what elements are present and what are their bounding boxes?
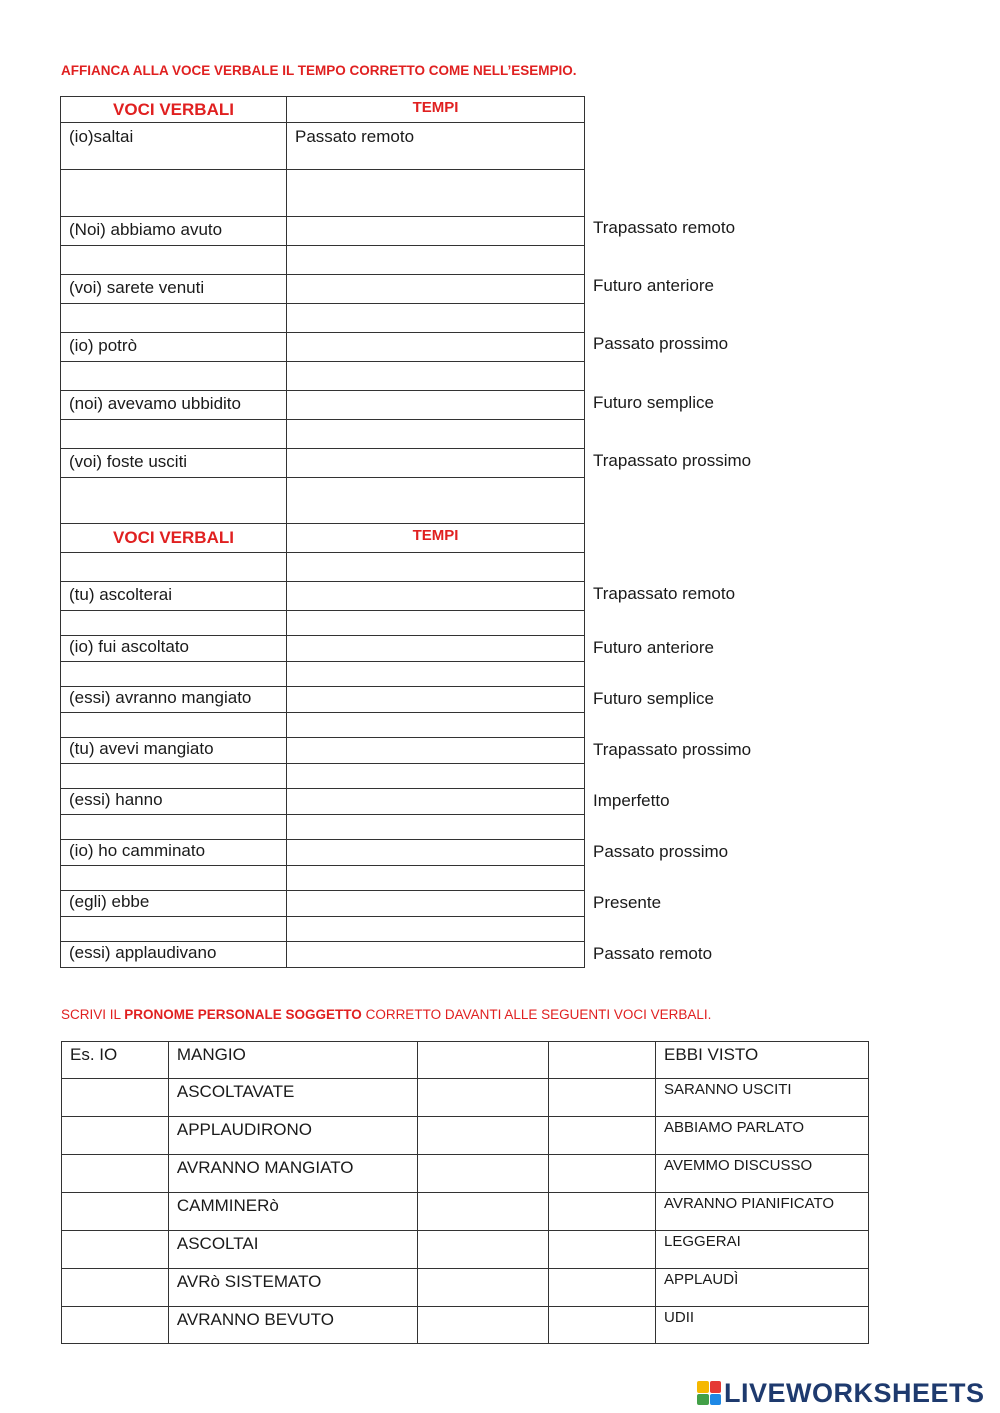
table-row <box>61 391 585 420</box>
answer-field[interactable] <box>549 1193 656 1231</box>
answer-field[interactable] <box>62 1155 169 1193</box>
tense-option[interactable]: Trapassato prossimo <box>593 740 752 759</box>
tense-option[interactable]: Futuro anteriore <box>593 276 714 295</box>
table-row-empty <box>61 713 585 738</box>
verb-cell: APPLAUDIRONO <box>168 1117 417 1155</box>
tense-option[interactable]: Futuro anteriore <box>593 638 714 657</box>
verb-cell: (voi) foste usciti <box>69 452 188 471</box>
table-row <box>62 1307 869 1344</box>
answer-field[interactable] <box>287 582 584 610</box>
instruction-pronoun: SCRIVI IL PRONOME PERSONALE SOGGETTO CORRETTO DAVANTI ALLE SEGUENTI VOCI VERBALI. <box>61 1007 712 1022</box>
verb-cell: AVEMMO DISCUSSO <box>656 1155 869 1193</box>
verb-cell: (Noi) abbiamo avuto <box>69 220 223 239</box>
verb-cell: AVRANNO PIANIFICATO <box>656 1193 869 1231</box>
logo-text: LIVEWORKSHEETS <box>724 1377 985 1408</box>
table-row <box>61 687 585 713</box>
verb-cell: (io) fui ascoltato <box>69 637 189 656</box>
answer-field[interactable] <box>287 449 584 477</box>
verb-cell: (tu) avevi mangiato <box>69 739 214 758</box>
table-row-empty <box>61 662 585 687</box>
tense-option[interactable]: Trapassato remoto <box>593 584 736 603</box>
table-row <box>61 449 585 478</box>
logo-mark-icon <box>697 1381 721 1405</box>
answer-field[interactable] <box>62 1231 169 1269</box>
answer-field[interactable] <box>549 1269 656 1307</box>
answer-field[interactable] <box>62 1269 169 1307</box>
table-row-empty <box>61 478 585 524</box>
answer-field[interactable] <box>287 840 584 865</box>
answer-field[interactable] <box>287 333 584 361</box>
table-row <box>61 582 585 611</box>
verb-cell: (essi) hanno <box>69 790 163 809</box>
table-row <box>61 789 585 815</box>
tense-option[interactable]: Presente <box>593 893 662 912</box>
verb-cell: AVRANNO MANGIATO <box>168 1155 417 1193</box>
table-row <box>62 1155 869 1193</box>
tense-option[interactable]: Futuro semplice <box>593 689 714 708</box>
pronoun-table <box>61 1041 869 1344</box>
verb-cell: (io) potrò <box>69 336 138 355</box>
verb-cell: MANGIO <box>168 1042 417 1079</box>
answer-field[interactable] <box>287 217 584 245</box>
answer-field[interactable] <box>62 1307 169 1344</box>
header-tempi: TEMPI <box>412 99 459 116</box>
answer-field[interactable] <box>549 1117 656 1155</box>
verb-cell: UDII <box>656 1307 869 1344</box>
answer-field[interactable] <box>417 1269 549 1307</box>
verb-cell: (tu) ascolterai <box>69 585 172 604</box>
table-row-empty <box>61 420 585 449</box>
answer-field[interactable] <box>549 1042 656 1079</box>
verb-cell: (noi) avevamo ubbidito <box>69 394 241 413</box>
table-row <box>62 1117 869 1155</box>
verb-cell: (essi) avranno mangiato <box>69 688 252 707</box>
table-row <box>62 1042 869 1079</box>
verb-cell: EBBI VISTO <box>656 1042 869 1079</box>
table-row <box>61 738 585 764</box>
table-row <box>62 1269 869 1307</box>
example-tense: Passato remoto <box>295 127 415 146</box>
answer-field[interactable] <box>549 1231 656 1269</box>
table-row-empty <box>61 611 585 636</box>
verb-cell: SARANNO USCITI <box>656 1079 869 1117</box>
table-row <box>61 217 585 246</box>
tense-table-1 <box>60 96 585 968</box>
answer-field[interactable] <box>417 1117 549 1155</box>
verb-cell: ASCOLTAI <box>168 1231 417 1269</box>
answer-field[interactable] <box>287 942 584 967</box>
table-row-empty <box>61 815 585 840</box>
verb-cell: (essi) applaudivano <box>69 943 217 962</box>
table-row-empty <box>61 866 585 891</box>
answer-field[interactable] <box>549 1079 656 1117</box>
header-voci-verbali: VOCI VERBALI <box>113 100 234 119</box>
verb-cell: ABBIAMO PARLATO <box>656 1117 869 1155</box>
instruction-tense: AFFIANCA ALLA VOCE VERBALE IL TEMPO CORRETTO COME NELL’ESEMPIO. <box>61 63 577 78</box>
table-row-empty <box>61 917 585 942</box>
answer-field[interactable] <box>62 1079 169 1117</box>
table-row <box>62 1193 869 1231</box>
answer-field[interactable] <box>549 1155 656 1193</box>
table-row-empty <box>61 764 585 789</box>
tense-option[interactable]: Imperfetto <box>593 791 670 810</box>
answer-field[interactable] <box>287 636 584 661</box>
tense-option[interactable]: Trapassato prossimo <box>593 451 752 470</box>
answer-field[interactable] <box>287 170 584 216</box>
verb-cell: APPLAUDÌ <box>656 1269 869 1307</box>
table-row-empty <box>61 304 585 333</box>
verb-cell: (voi) sarete venuti <box>69 278 205 297</box>
answer-field[interactable] <box>287 275 584 303</box>
table-row-empty <box>61 170 585 217</box>
example-pronoun-cell: Es. IO <box>62 1042 169 1079</box>
header-voci-verbali: VOCI VERBALI <box>113 528 234 547</box>
verb-cell: ASCOLTAVATE <box>168 1079 417 1117</box>
table-row <box>61 942 585 968</box>
table-row <box>61 840 585 866</box>
verb-cell: (egli) ebbe <box>69 892 150 911</box>
answer-field[interactable] <box>287 687 584 712</box>
answer-field[interactable] <box>287 391 584 419</box>
answer-field[interactable] <box>62 1117 169 1155</box>
answer-field[interactable] <box>417 1042 549 1079</box>
answer-field[interactable] <box>417 1307 549 1344</box>
answer-field[interactable] <box>287 738 584 763</box>
answer-field[interactable] <box>417 1155 549 1193</box>
tense-option[interactable]: Passato prossimo <box>593 842 729 861</box>
table-row-empty <box>61 246 585 275</box>
table-header-row <box>61 96 585 123</box>
tense-option[interactable]: Passato remoto <box>593 944 713 963</box>
verb-cell: (io) ho camminato <box>69 841 206 860</box>
answer-field[interactable] <box>549 1307 656 1344</box>
tense-option[interactable]: Futuro semplice <box>593 393 714 412</box>
table-row <box>61 123 585 170</box>
liveworksheets-logo <box>697 1378 985 1408</box>
verb-cell: AVRANNO BEVUTO <box>168 1307 417 1344</box>
answer-field[interactable] <box>417 1193 549 1231</box>
table-row-empty <box>61 553 585 582</box>
table-row <box>61 636 585 662</box>
table-row <box>61 333 585 362</box>
tense-option[interactable]: Passato prossimo <box>593 334 729 353</box>
answer-field[interactable] <box>287 891 584 916</box>
table-row <box>62 1079 869 1117</box>
answer-field[interactable] <box>417 1079 549 1117</box>
verb-cell: AVRò SISTEMATO <box>168 1269 417 1307</box>
table-header-row-2 <box>61 524 585 553</box>
answer-field[interactable] <box>287 789 584 814</box>
answer-field[interactable] <box>417 1231 549 1269</box>
answer-field[interactable] <box>62 1193 169 1231</box>
table-row <box>62 1231 869 1269</box>
tense-option[interactable]: Trapassato remoto <box>593 218 736 237</box>
verb-cell: LEGGERAI <box>656 1231 869 1269</box>
table-row <box>61 891 585 917</box>
header-tempi: TEMPI <box>412 527 459 544</box>
verb-cell: CAMMINERò <box>168 1193 417 1231</box>
example-verb: (io)saltai <box>69 127 134 146</box>
table-row-empty <box>61 362 585 391</box>
table-row <box>61 275 585 304</box>
